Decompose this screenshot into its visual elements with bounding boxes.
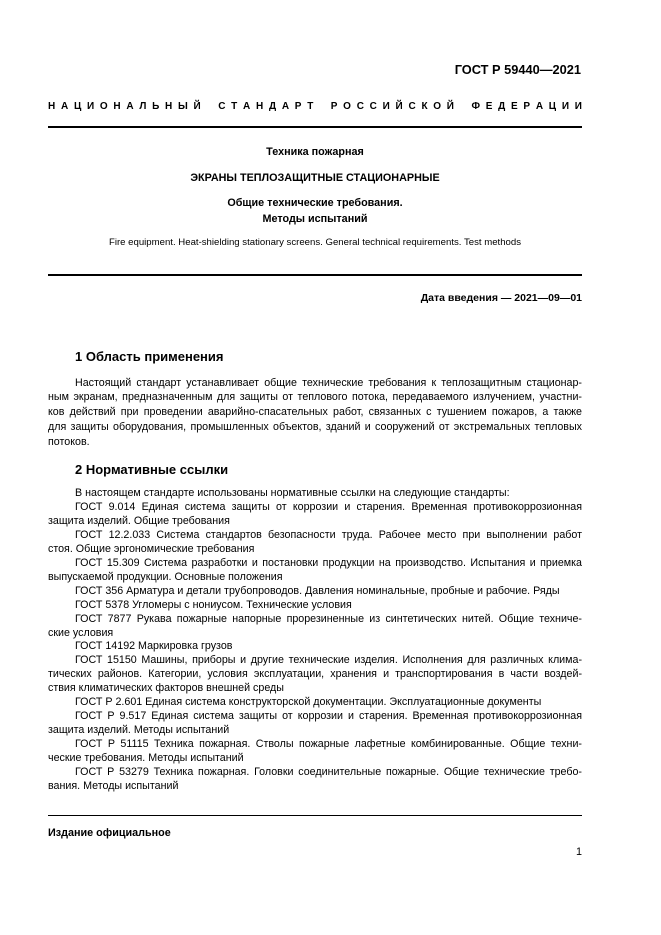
spaced-letter: Л bbox=[139, 101, 147, 112]
spaced-letter: Т bbox=[231, 101, 238, 112]
spaced-letter: Н bbox=[48, 101, 56, 112]
spaced-letter: О bbox=[343, 101, 351, 112]
standard-title: ЭКРАНЫ ТЕПЛОЗАЩИТНЫЕ СТАЦИОНАРНЫЕ bbox=[190, 172, 440, 184]
paragraph-line: ков действий при проведении аварийно-спасательных работ, связанных с тушением пожаров, а также bbox=[48, 406, 582, 419]
paragraph bbox=[48, 738, 582, 766]
effective-date: Дата введения — 2021—09—01 bbox=[420, 292, 582, 304]
spaced-letter: Й bbox=[446, 101, 454, 112]
paragraph bbox=[48, 766, 582, 794]
paragraph bbox=[48, 654, 582, 696]
paragraph bbox=[48, 557, 582, 585]
spaced-letter: Й bbox=[193, 101, 201, 112]
spaced-letter: Т bbox=[307, 101, 314, 112]
spaced-letter: Ц bbox=[548, 101, 557, 112]
paragraph-line: тических районов. Категории, условия эксплуатации, хранения и транспортирования в части воздей- bbox=[48, 668, 582, 681]
page-number: 1 bbox=[575, 846, 582, 858]
paragraph-line: выпускаемой продукции. Основные положения bbox=[48, 570, 283, 583]
paragraph bbox=[48, 696, 582, 710]
paragraph-line: ГОСТ 356 Арматура и детали трубопроводов. Давления номинальные, пробные и рабочие. Ряды bbox=[75, 584, 560, 597]
spaced-letter: Й bbox=[395, 101, 403, 112]
document-designation: ГОСТ Р 59440—2021 bbox=[454, 62, 581, 77]
paragraph-line: ГОСТ 15150 Машины, приборы и другие технические изделия. Исполнения для различных клима- bbox=[75, 654, 582, 667]
spaced-letter: И bbox=[574, 101, 582, 112]
spaced-letter: Р bbox=[523, 101, 531, 112]
paragraph-line: ГОСТ Р 51115 Техника пожарная. Стволы пожарные лафетные комбинированные. Общие техни- bbox=[75, 738, 582, 751]
paragraph-line: вания. Методы испытаний bbox=[48, 780, 179, 793]
paragraph-line: ствия климатических факторов внешней среды bbox=[48, 682, 284, 695]
letter-space bbox=[460, 100, 466, 114]
section-heading: 1 Область применения bbox=[75, 349, 224, 364]
spaced-letter: Ф bbox=[471, 101, 480, 112]
spaced-letter: Р bbox=[294, 101, 302, 112]
spaced-letter: Р bbox=[330, 101, 338, 112]
paragraph-line: защита изделий. Методы испытаний bbox=[48, 724, 230, 737]
paragraph-line: ГОСТ 9.014 Единая система защиты от коррозии и старения. Временная противокоррозионная bbox=[75, 500, 582, 513]
spaced-letter: А bbox=[126, 101, 134, 112]
paragraph-line: защита изделий. Общие требования bbox=[48, 514, 230, 527]
spaced-letter: И bbox=[382, 101, 390, 112]
standard-group-title: Техника пожарная bbox=[266, 146, 364, 158]
paragraph bbox=[48, 585, 582, 599]
english-title: Fire equipment. Heat-shielding stationary screens. General technical requirements. Test methods bbox=[108, 237, 522, 248]
paragraph bbox=[48, 640, 582, 654]
spaced-letter: И bbox=[86, 101, 95, 112]
spaced-letter: С bbox=[218, 101, 226, 112]
spaced-letter: Д bbox=[268, 101, 277, 112]
paragraph bbox=[48, 501, 582, 529]
spaced-letter: А bbox=[60, 101, 69, 112]
paragraph-line: ческие требования. Методы испытаний bbox=[48, 752, 244, 765]
paragraph-line: для защиты оборудования, промышленных объектов, зданий и сооружений от экстремальных тепловых bbox=[48, 420, 582, 433]
spaced-letter: Н bbox=[255, 101, 264, 112]
spaced-letter: С bbox=[356, 101, 364, 112]
spaced-letter: А bbox=[243, 101, 251, 112]
header-rule bbox=[48, 126, 582, 128]
paragraph bbox=[48, 376, 582, 450]
spaced-letter: Е bbox=[511, 101, 518, 112]
paragraph-line: ГОСТ 14192 Маркировка грузов bbox=[75, 640, 233, 653]
letter-space bbox=[206, 100, 212, 114]
spaced-letter: Н bbox=[165, 101, 173, 112]
paragraph bbox=[48, 710, 582, 738]
spaced-letter: Ц bbox=[73, 101, 82, 112]
paragraph-line: Настоящий стандарт устанавливает общие технические требования к теплозащитным стационар- bbox=[75, 376, 582, 389]
spaced-letter: К bbox=[421, 101, 428, 112]
letter-space bbox=[319, 100, 325, 114]
paragraph-line: В настоящем стандарте использованы нормативные ссылки на следующие стандарты: bbox=[75, 487, 510, 499]
paragraph-line: ным экранам, предназначенным для защиты от теплового потока, передаваемого излучением, участни- bbox=[48, 391, 582, 404]
spaced-letter: Е bbox=[485, 101, 493, 112]
spaced-letter: О bbox=[433, 101, 442, 112]
spaced-letter: Д bbox=[498, 101, 506, 112]
standard-subtitle: Методы испытаний bbox=[262, 213, 368, 225]
paragraph-line: ские условия bbox=[48, 626, 114, 639]
national-standard-banner bbox=[48, 100, 582, 114]
spaced-letter: И bbox=[561, 101, 570, 112]
paragraph bbox=[48, 613, 582, 641]
paragraph bbox=[48, 529, 582, 557]
official-edition-label: Издание официальное bbox=[48, 827, 171, 839]
spaced-letter: С bbox=[408, 101, 416, 112]
spaced-letter: Ы bbox=[178, 101, 188, 112]
paragraph-line: ГОСТ 5378 Угломеры с нониусом. Технические условия bbox=[75, 598, 352, 611]
footer-rule bbox=[48, 815, 582, 816]
spaced-letter: О bbox=[99, 101, 108, 112]
spaced-letter: А bbox=[535, 101, 544, 112]
title-rule bbox=[48, 274, 582, 276]
paragraph-line: ГОСТ 12.2.033 Система стандартов безопасности труда. Рабочее место при выполнении работ bbox=[75, 528, 582, 541]
section-body bbox=[48, 376, 582, 450]
paragraph-line: потоков. bbox=[48, 435, 90, 448]
standard-subtitle: Общие технические требования. bbox=[227, 197, 403, 209]
spaced-letter: С bbox=[369, 101, 377, 112]
spaced-letter: Н bbox=[113, 101, 121, 112]
spaced-letter: Ь bbox=[152, 101, 160, 112]
paragraph-line: стоя. Общие эргономические требования bbox=[48, 542, 255, 555]
paragraph-line: ГОСТ Р 2.601 Единая система конструкторской документации. Эксплуатационные документы bbox=[75, 696, 542, 709]
spaced-letter: А bbox=[281, 101, 290, 112]
paragraph-line: ГОСТ 15.309 Система разработки и постановки продукции на производство. Испытания и приемка bbox=[75, 556, 582, 569]
section-body bbox=[48, 487, 582, 794]
paragraph bbox=[48, 599, 582, 613]
paragraph bbox=[48, 487, 582, 501]
paragraph-line: ГОСТ Р 53279 Техника пожарная. Головки соединительные пожарные. Общие технические требо- bbox=[75, 766, 582, 779]
section-heading: 2 Нормативные ссылки bbox=[75, 462, 229, 477]
paragraph-line: ГОСТ Р 9.517 Единая система защиты от коррозии и старения. Временная противокоррозионная bbox=[75, 710, 582, 723]
paragraph-line: ГОСТ 7877 Рукава пожарные напорные прорезиненные из синтетических нитей. Общие техниче- bbox=[75, 612, 582, 625]
